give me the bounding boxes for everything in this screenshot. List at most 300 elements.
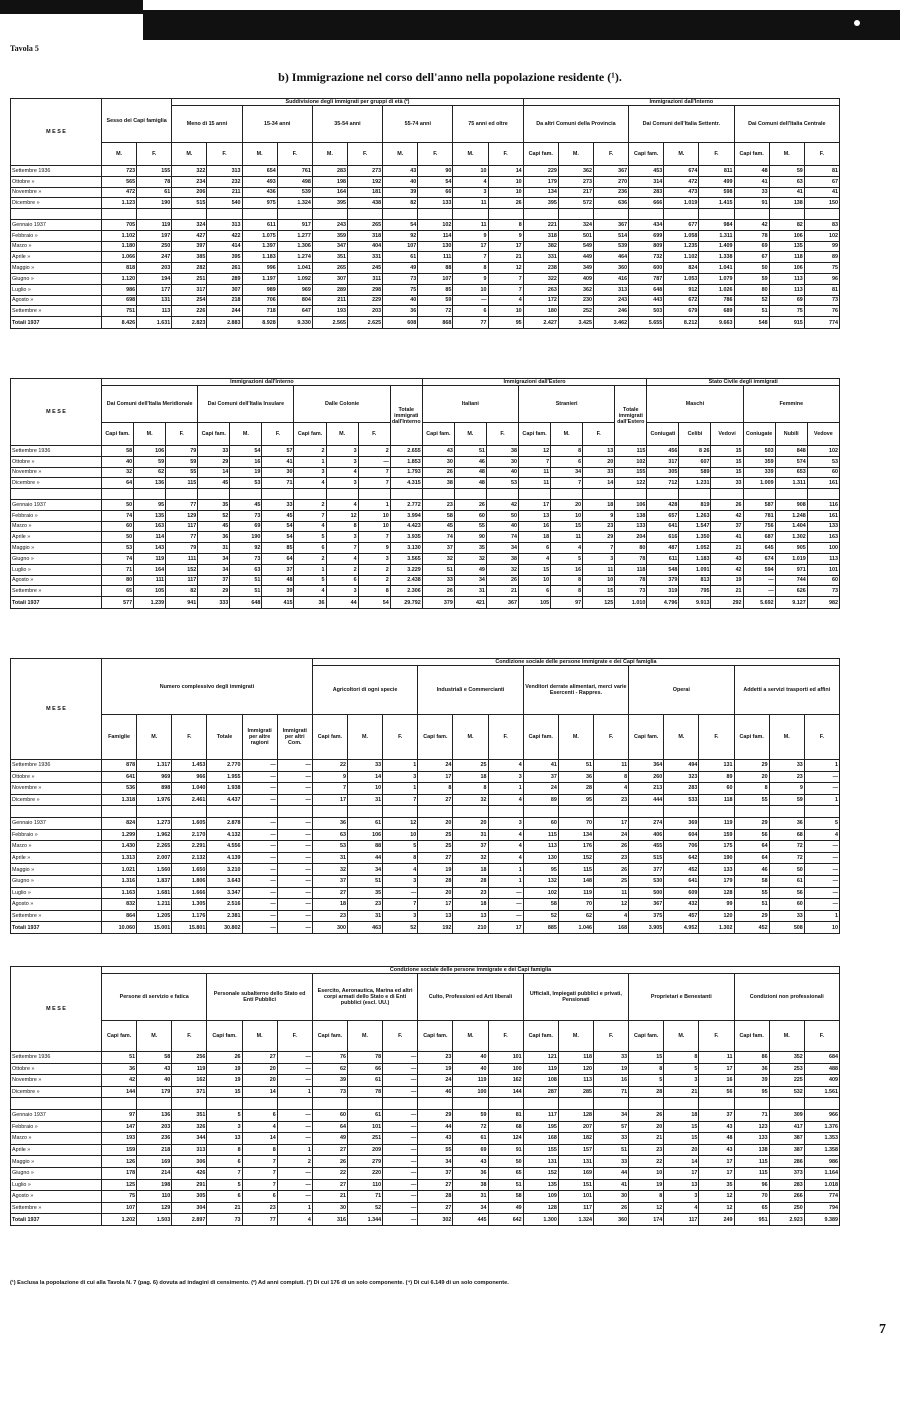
table-cell: 263 <box>523 284 558 295</box>
table-cell: 10 <box>519 575 551 586</box>
column-header: F. <box>488 715 523 760</box>
column-header: Capi fam. <box>312 1021 347 1052</box>
table-cell: 229 <box>347 295 382 306</box>
table-cell: 2.291 <box>172 841 207 853</box>
table-cell: 1.058 <box>664 230 699 241</box>
table-cell: 119 <box>558 887 593 899</box>
table-cell: 86 <box>734 1052 769 1064</box>
table-cell: 150 <box>804 198 839 209</box>
table-cell: 69 <box>230 521 262 532</box>
table-cell <box>488 806 523 818</box>
table-cell: — <box>383 1144 418 1156</box>
table-cell <box>207 806 242 818</box>
table-cell: 1.376 <box>804 1121 839 1133</box>
table-cell: 13 <box>519 510 551 521</box>
column-header: Capi fam. <box>418 1021 453 1052</box>
table-cell <box>137 209 172 220</box>
table-cell: 10 <box>551 510 583 521</box>
table-cell: 1 <box>358 499 390 510</box>
table-row <box>11 166 840 177</box>
table-row <box>11 1063 840 1075</box>
total-cell: 2.923 <box>769 1214 804 1226</box>
table-cell: — <box>242 910 277 922</box>
table-cell <box>294 489 326 500</box>
table-cell: 8 <box>453 783 488 795</box>
table-cell: 27 <box>418 1202 453 1214</box>
column-header: M. <box>137 715 172 760</box>
table-cell <box>593 1098 628 1110</box>
column-header: Immigrazioni dall'Interno <box>102 379 423 386</box>
table-cell: 654 <box>242 166 277 177</box>
table-cell: 79 <box>166 543 198 554</box>
table-cell: 4 <box>551 543 583 554</box>
table-cell: 10 <box>347 783 382 795</box>
table-cell: 305 <box>647 467 679 478</box>
table-cell: 42 <box>711 510 743 521</box>
table-cell: 22 <box>629 1156 664 1168</box>
table-cell: 647 <box>277 306 312 317</box>
table-row <box>11 887 840 899</box>
table-cell: 488 <box>804 1063 839 1075</box>
column-header: Capi fam. <box>422 423 454 446</box>
table-cell <box>615 489 647 500</box>
column-header: Capi fam. <box>523 143 558 166</box>
table-cell: 898 <box>137 783 172 795</box>
table-cell: 1.316 <box>102 875 137 887</box>
total-cell: 302 <box>418 1214 453 1226</box>
table-cell: 3 <box>326 456 358 467</box>
table-cell: 164 <box>312 187 347 198</box>
column-header: Capi fam. <box>523 1021 558 1052</box>
table-cell: 7 <box>383 794 418 806</box>
table-cell: 1.666 <box>172 887 207 899</box>
table-cell: 1.353 <box>804 1133 839 1145</box>
column-header: Capi fam. <box>734 1021 769 1052</box>
table-cell: 499 <box>699 176 734 187</box>
table-cell: 287 <box>523 1086 558 1098</box>
table-cell: 27 <box>312 1179 347 1191</box>
table-cell: 82 <box>383 198 418 209</box>
table-cell: 31 <box>453 1191 488 1203</box>
table-cell: 23 <box>629 1144 664 1156</box>
table-cell: 367 <box>593 219 628 230</box>
table-cell: — <box>804 783 839 795</box>
table-cell: 221 <box>523 219 558 230</box>
table-cell: 52 <box>734 295 769 306</box>
month-label: Febbraio » <box>11 829 102 841</box>
table-cell: — <box>277 1191 312 1203</box>
month-label: Settembre 1936 <box>11 166 102 177</box>
table-cell: 21 <box>207 1202 242 1214</box>
table-cell: 135 <box>523 1179 558 1191</box>
table-cell: 41 <box>593 1179 628 1191</box>
table-cell: 59 <box>166 456 198 467</box>
table-cell: 33 <box>583 467 615 478</box>
table-cell: 4 <box>453 176 488 187</box>
table-cell: 984 <box>699 219 734 230</box>
column-header: M. <box>453 715 488 760</box>
page-number: 7 <box>879 1322 886 1337</box>
table-cell: 2.461 <box>172 794 207 806</box>
table-cell: 8 <box>453 263 488 274</box>
table-cell: 32 <box>102 467 134 478</box>
table-cell: 11 <box>519 478 551 489</box>
table-cell: 36 <box>769 817 804 829</box>
table-cell: 444 <box>629 794 664 806</box>
table-cell: 912 <box>664 284 699 295</box>
table-cell: 6 <box>453 306 488 317</box>
table-cell: 600 <box>629 263 664 274</box>
column-header: M E S E <box>11 659 102 760</box>
table-cell: 2 <box>358 564 390 575</box>
total-cell: 8.928 <box>242 317 277 329</box>
table-cell: 283 <box>664 783 699 795</box>
column-header: Capi fam. <box>629 1021 664 1052</box>
table-cell: 176 <box>558 841 593 853</box>
table-cell: 283 <box>629 187 664 198</box>
total-label: Totali 1937 <box>11 317 102 329</box>
table-cell: 43 <box>711 553 743 564</box>
table-cell <box>347 209 382 220</box>
column-header: M. <box>312 143 347 166</box>
table-cell: 20 <box>583 456 615 467</box>
table-cell: 4 <box>488 852 523 864</box>
table-cell: 3 <box>583 553 615 564</box>
header-row <box>11 99 840 106</box>
table-cell: 71 <box>262 478 294 489</box>
table-cell: 1.041 <box>699 263 734 274</box>
table-cell: 69 <box>734 241 769 252</box>
table-cell: 611 <box>647 553 679 564</box>
table-cell: 473 <box>664 187 699 198</box>
month-label: Luglio » <box>11 284 102 295</box>
column-header: F. <box>347 143 382 166</box>
table-cell: 20 <box>418 817 453 829</box>
table-cell: 1.430 <box>102 841 137 853</box>
table-cell: 30 <box>593 1191 628 1203</box>
table-cell: — <box>242 887 277 899</box>
table-cell: 824 <box>664 263 699 274</box>
total-cell: 9.127 <box>775 597 807 609</box>
table-cell: 1 <box>294 456 326 467</box>
table-cell: 26 <box>207 1052 242 1064</box>
table-cell: 136 <box>134 478 166 489</box>
table-cell: 50 <box>102 532 134 543</box>
table-cell: 3 <box>488 771 523 783</box>
month-label: Marzo » <box>11 1133 102 1145</box>
table-cell: 178 <box>102 1167 137 1179</box>
table-cell: 533 <box>664 794 699 806</box>
table-cell: 18 <box>583 499 615 510</box>
table-cell: 17 <box>488 241 523 252</box>
table-row <box>11 198 840 209</box>
total-cell: 3.905 <box>629 922 664 934</box>
table-cell: 100 <box>807 543 839 554</box>
table-cell: 4 <box>294 521 326 532</box>
table-cell: 68 <box>488 1121 523 1133</box>
table-cell: 1.197 <box>242 273 277 284</box>
table-cell: 494 <box>664 760 699 772</box>
table-age-internal <box>10 98 840 329</box>
table-cell: 23 <box>312 910 347 922</box>
table-cell: 1.404 <box>775 521 807 532</box>
table-cell: 2 <box>294 446 326 457</box>
table-cell: 27 <box>312 887 347 899</box>
column-header: M. <box>769 1021 804 1052</box>
table-cell: 78 <box>347 1052 382 1064</box>
table-cell: 60 <box>807 467 839 478</box>
table-row <box>11 306 840 317</box>
month-label: Dicembre » <box>11 198 102 209</box>
table-cell: 29 <box>734 760 769 772</box>
table-cell <box>383 1098 418 1110</box>
table-cell: 25 <box>418 829 453 841</box>
table-cell: 37 <box>312 875 347 887</box>
table-cell: 41 <box>711 532 743 543</box>
total-cell: 9.663 <box>699 317 734 329</box>
column-header: Totale <box>207 715 242 760</box>
total-cell: 44 <box>326 597 358 609</box>
table-cell: 251 <box>172 273 207 284</box>
table-cell: 3.347 <box>207 887 242 899</box>
table-cell: 19 <box>207 1075 242 1087</box>
scan-edge-dark <box>0 0 143 14</box>
table-cell: 349 <box>558 263 593 274</box>
month-label: Marzo » <box>11 521 102 532</box>
table-cell: — <box>488 887 523 899</box>
table-cell: 26 <box>593 1202 628 1214</box>
table-cell: 64 <box>734 841 769 853</box>
table-cell: 677 <box>664 219 699 230</box>
table-cell: 58 <box>523 899 558 911</box>
table-cell: 58 <box>422 510 454 521</box>
total-cell: 17 <box>488 922 523 934</box>
column-header: M. <box>453 1021 488 1052</box>
table-cell: 11 <box>551 532 583 543</box>
table-cell: — <box>488 910 523 922</box>
table-cell: 1 <box>294 564 326 575</box>
table-cell: 198 <box>137 1179 172 1191</box>
table-cell: 7 <box>583 543 615 554</box>
table-cell: 409 <box>804 1075 839 1087</box>
total-cell: 1.344 <box>347 1214 382 1226</box>
month-label: Ottobre » <box>11 771 102 783</box>
table-cell: 179 <box>699 875 734 887</box>
month-label: Gennaio 1937 <box>11 499 102 510</box>
table-cell: 1 <box>277 1144 312 1156</box>
table-row <box>11 1167 840 1179</box>
table-cell: 3 <box>664 1191 699 1203</box>
table-cell: 51 <box>734 899 769 911</box>
table-cell: 744 <box>775 575 807 586</box>
table-cell <box>593 806 628 818</box>
table-row <box>11 806 840 818</box>
table-row <box>11 1144 840 1156</box>
table-cell <box>137 1098 172 1110</box>
total-cell: 29.792 <box>390 597 422 609</box>
table-cell: 12 <box>629 1202 664 1214</box>
table-cell: 359 <box>312 230 347 241</box>
table-row <box>11 783 840 795</box>
table-cell: 379 <box>647 575 679 586</box>
table-cell: 46 <box>418 1086 453 1098</box>
table-cell: 8 <box>358 586 390 597</box>
table-cell: 162 <box>172 1075 207 1087</box>
table-cell: 190 <box>137 198 172 209</box>
table-cell: 283 <box>312 166 347 177</box>
table-cell: 253 <box>769 1063 804 1075</box>
table-row <box>11 543 840 554</box>
table-cell <box>488 1098 523 1110</box>
table-cell <box>804 1098 839 1110</box>
table-cell: 133 <box>418 198 453 209</box>
table-cell: 131 <box>558 1156 593 1168</box>
table-cell <box>207 209 242 220</box>
table-cell: 116 <box>807 499 839 510</box>
table-cell: 7 <box>312 783 347 795</box>
table-cell: — <box>277 910 312 922</box>
table-cell: — <box>242 852 277 864</box>
table-cell: — <box>383 1121 418 1133</box>
table-cell: 17 <box>418 899 453 911</box>
table-cell: 102 <box>804 230 839 241</box>
table-cell: 13 <box>453 910 488 922</box>
table-cell: 28 <box>629 1086 664 1098</box>
table-cell: 15 <box>583 586 615 597</box>
table-cell: 119 <box>137 219 172 230</box>
total-cell: — <box>277 922 312 934</box>
table-cell: 3 <box>358 553 390 564</box>
header-row <box>11 423 840 446</box>
table-cell: 698 <box>102 295 137 306</box>
column-header: M. <box>326 423 358 446</box>
table-cell <box>558 209 593 220</box>
table-row <box>11 760 840 772</box>
table-cell: 18 <box>453 899 488 911</box>
table-cell: 25 <box>418 841 453 853</box>
table-cell: 60 <box>102 521 134 532</box>
table-cell: 26 <box>486 575 518 586</box>
table-cell: 19 <box>711 575 743 586</box>
total-cell: 642 <box>488 1214 523 1226</box>
table-cell: 12 <box>383 817 418 829</box>
table-cell: 203 <box>347 306 382 317</box>
table-cell: 395 <box>523 198 558 209</box>
table-cell: 7 <box>488 273 523 284</box>
table-cell: 30 <box>262 467 294 478</box>
table-row <box>11 219 840 230</box>
column-header: Coniugate <box>743 423 775 446</box>
table-cell: 15 <box>711 467 743 478</box>
table-cell: 51 <box>102 1052 137 1064</box>
table-cell: 39 <box>262 586 294 597</box>
table-cell: 642 <box>664 852 699 864</box>
table-cell: 73 <box>807 586 839 597</box>
table-cell <box>664 1098 699 1110</box>
table-cell: 1.976 <box>137 794 172 806</box>
table-row <box>11 263 840 274</box>
column-header: M. <box>664 1021 699 1052</box>
table-cell: 818 <box>102 263 137 274</box>
table-cell: 52 <box>347 1202 382 1214</box>
total-label: Totali 1937 <box>11 1214 102 1226</box>
table-cell: 5 <box>207 1179 242 1191</box>
column-header: Ufficiali, Impiegati pubblici e privati, Pensionati <box>523 974 628 1021</box>
table-cell: 243 <box>593 295 628 306</box>
table-cell: 29 <box>734 817 769 829</box>
table-cell: 787 <box>629 273 664 284</box>
table-cell: 28 <box>418 1191 453 1203</box>
table-row <box>11 295 840 306</box>
total-cell: 95 <box>488 317 523 329</box>
table-cell: 159 <box>102 1144 137 1156</box>
column-header: 15-34 anni <box>242 106 312 143</box>
table-cell: 26 <box>629 1109 664 1121</box>
table-cell: 122 <box>615 478 647 489</box>
total-cell: 316 <box>312 1214 347 1226</box>
table-cell: 794 <box>804 1202 839 1214</box>
table-cell: 313 <box>593 284 628 295</box>
table-cell: 6 <box>519 586 551 597</box>
table-cell: 12 <box>699 1191 734 1203</box>
table-cell: 313 <box>207 219 242 230</box>
table-cell: 375 <box>629 910 664 922</box>
table-cell: 307 <box>207 284 242 295</box>
table-cell: 4 <box>488 295 523 306</box>
table-cell: 8 <box>593 771 628 783</box>
table-cell <box>358 489 390 500</box>
table-cell: 414 <box>207 241 242 252</box>
table-cell: 422 <box>207 230 242 241</box>
table-cell: — <box>242 899 277 911</box>
table-cell: 705 <box>102 219 137 230</box>
table-cell: 49 <box>312 1133 347 1145</box>
table-cell: 238 <box>523 263 558 274</box>
total-cell: 941 <box>166 597 198 609</box>
table-cell: 653 <box>775 467 807 478</box>
month-label: Settembre » <box>11 306 102 317</box>
column-header: Famiglie <box>102 715 137 760</box>
table-cell: 168 <box>523 1133 558 1145</box>
table-cell: — <box>383 887 418 899</box>
table-row <box>11 456 840 467</box>
table-cell: 43 <box>418 1133 453 1145</box>
table-cell: 17 <box>593 817 628 829</box>
table-cell: 364 <box>629 760 664 772</box>
table-cell: 572 <box>558 198 593 209</box>
column-header: Condizioni non professionali <box>734 974 839 1021</box>
table-cell: 13 <box>664 1179 699 1191</box>
table-cell: 115 <box>734 1167 769 1179</box>
column-header: Nubili <box>775 423 807 446</box>
column-header: M. <box>558 143 593 166</box>
table-cell: 72 <box>769 852 804 864</box>
table-cell: 40 <box>486 467 518 478</box>
table-cell: 1.176 <box>172 910 207 922</box>
column-header: Capi fam. <box>734 715 769 760</box>
month-label: Luglio » <box>11 1179 102 1191</box>
column-header: Operai <box>629 666 734 715</box>
month-label: Agosto » <box>11 1191 102 1203</box>
column-header: Personale subalterno dello Stato ed Enti Pubblici <box>207 974 312 1021</box>
table-cell: 23 <box>242 1202 277 1214</box>
column-header: M. <box>347 1021 382 1052</box>
table-cell <box>207 1098 242 1110</box>
table-cell: 1.955 <box>207 771 242 783</box>
table-cell: 33 <box>593 1156 628 1168</box>
table-cell: 118 <box>699 794 734 806</box>
table-cell: 119 <box>134 553 166 564</box>
